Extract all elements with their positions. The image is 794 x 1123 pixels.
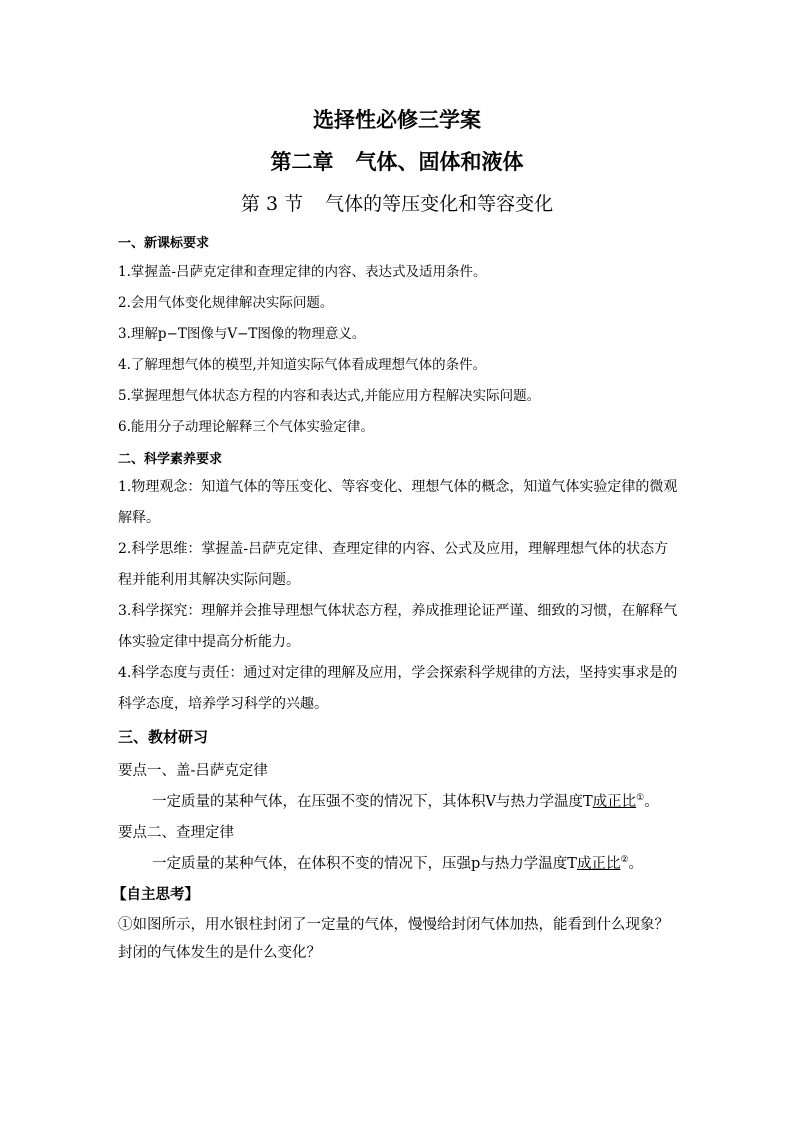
standard-item: 4.了解理想气体的模型,并知道实际气体看成理想气体的条件。 (118, 357, 487, 373)
chapter-name: 气体、固体和液体 (355, 149, 524, 174)
section-heading-literacy: 二、科学素养要求 (118, 452, 223, 467)
sentence-end: 。 (628, 856, 644, 872)
literacy-item: 2.科学思维：掌握盖-吕萨克定律、查理定律的内容、公式及应用，理解理想气体的状态方程并能利用其解决实际问题。 (118, 541, 669, 588)
self-thinking-heading: 【自主思考】 (112, 886, 199, 903)
key-point-sentence: 一定质量的某种气体，在压强不变的情况下，其体积V与热力学温度T (152, 794, 593, 810)
standard-item: 5.掌握理想气体状态方程的内容和表达式,并能应用方程解决实际问题。 (118, 388, 541, 404)
key-point-text (152, 790, 659, 811)
section-name: 气体的等压变化和等容变化 (325, 193, 554, 215)
key-point-title: 要点二、查理定律 (118, 825, 234, 841)
section-number: 第 3 节 (240, 193, 304, 215)
standard-item: 1.掌握盖-吕萨克定律和查理定律的内容、表达式及适用条件。 (118, 264, 487, 280)
literacy-item: 3.科学探究：理解并会推导理想气体状态方程，养成推理论证严谨、细致的习惯，在解释气体实验定律中提高分析能力。 (118, 603, 678, 650)
key-point-title: 要点一、盖-吕萨克定律 (118, 763, 268, 779)
standard-item: 2.会用气体变化规律解决实际问题。 (118, 295, 334, 311)
section-heading-textbook: 三、教材研习 (118, 728, 209, 746)
key-point-sentence: 一定质量的某种气体，在体积不变的情况下，压强p与热力学温度T (152, 856, 577, 872)
footnote-marker: ② (620, 855, 629, 866)
chapter-number: 第二章 (270, 149, 334, 174)
literacy-item: 4.科学态度与责任：通过对定律的理解及应用，学会探索科学规律的方法，坚持实事求是的科学态度，培养学习科学的兴趣。 (118, 665, 678, 712)
standard-item: 3.理解p−T图像与V−T图像的物理意义。 (118, 326, 366, 342)
section-heading-standards: 一、新课标要求 (118, 236, 210, 251)
key-point-blank: 成正比 (592, 794, 637, 810)
literacy-item: 1.物理观念：知道气体的等压变化、等容变化、理想气体的概念，知道气体实验定律的微观解释。 (118, 479, 678, 526)
footnote-marker: ① (636, 793, 645, 804)
key-point-blank: 成正比 (576, 856, 621, 872)
chapter-title (0, 146, 794, 176)
key-point-text (152, 852, 643, 873)
standard-item: 6.能用分子动理论解释三个气体实验定律。 (118, 419, 374, 435)
book-title: 选择性必修三学案 (313, 107, 481, 132)
question-text: ①如图所示，用水银柱封闭了一定量的气体，慢慢给封闭气体加热，能看到什么现象？封闭的气体发生的是什么变化？ (118, 917, 669, 961)
sentence-end: 。 (644, 794, 659, 810)
section-title (0, 189, 794, 216)
